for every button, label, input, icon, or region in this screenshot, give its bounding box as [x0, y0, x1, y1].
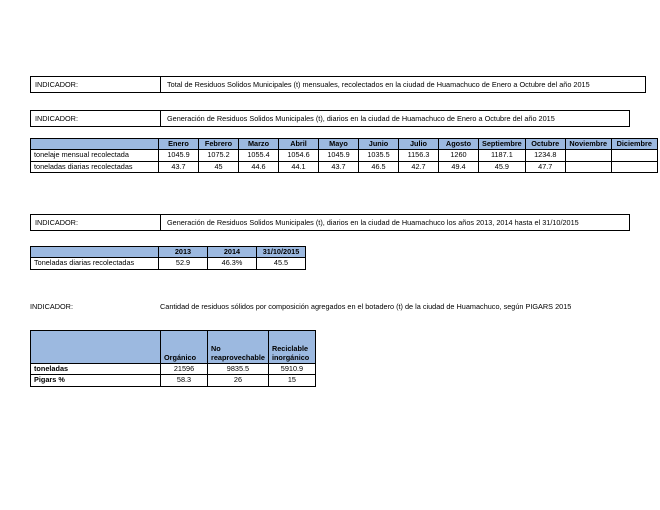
- monthly-waste-table: [30, 138, 658, 173]
- cell-value: [611, 161, 657, 172]
- cell-value: 46.3%: [208, 258, 257, 269]
- column-header: Diciembre: [611, 139, 657, 150]
- column-header: Octubre: [525, 139, 565, 150]
- cell-value: 52.9: [159, 258, 208, 269]
- column-header: Septiembre: [479, 139, 526, 150]
- indicator-banner-monthly-total: [30, 76, 646, 93]
- cell-value: [611, 150, 657, 161]
- cell-value: 43.7: [159, 161, 199, 172]
- cell-value: 45.9: [479, 161, 526, 172]
- indicator-text: Generación de Residuos Solidos Municipales (t), diarios en la ciudad de Huamachuco los años 2013, 2014 hasta el 31/10/2015: [167, 218, 579, 227]
- cell-value: 44.6: [239, 161, 279, 172]
- cell-value: 1045.9: [319, 150, 359, 161]
- column-header: Abril: [279, 139, 319, 150]
- row-label: toneladas: [31, 364, 161, 375]
- cell-value: 15: [268, 375, 315, 386]
- table-row: [31, 150, 658, 161]
- row-label: tonelaje mensual recolectada: [31, 150, 159, 161]
- table-header-row: [31, 331, 316, 364]
- cell-value: 42.7: [399, 161, 439, 172]
- cell-value: 45: [199, 161, 239, 172]
- indicator-text: Generación de Residuos Solidos Municipales (t), diarios en la ciudad de Huamachuco de Enero a Octubre del año 2015: [167, 114, 555, 123]
- column-header: 31/10/2015: [257, 247, 306, 258]
- column-header: Reciclable inorgánico: [268, 331, 315, 364]
- column-header: Mayo: [319, 139, 359, 150]
- column-header: Febrero: [199, 139, 239, 150]
- cell-value: 43.7: [319, 161, 359, 172]
- column-header: Junio: [359, 139, 399, 150]
- table-header-row: [31, 247, 306, 258]
- column-header: Orgánico: [161, 331, 208, 364]
- indicator-text: Total de Residuos Solidos Municipales (t) mensuales, recolectados en la ciudad de Huamachuco de Enero a Octubre del año 2015: [167, 80, 590, 89]
- cell-value: [565, 161, 611, 172]
- indicator-banner-yearly: [30, 214, 630, 231]
- cell-value: 1156.3: [399, 150, 439, 161]
- table-row: [31, 258, 306, 269]
- cell-value: [565, 150, 611, 161]
- table-row: [31, 161, 658, 172]
- cell-value: 26: [208, 375, 269, 386]
- cell-value: 5910.9: [268, 364, 315, 375]
- indicator-label: INDICADOR:: [30, 301, 73, 311]
- column-header: 2013: [159, 247, 208, 258]
- corner-cell: [31, 331, 161, 364]
- cell-value: 21596: [161, 364, 208, 375]
- yearly-waste-table: [30, 246, 306, 270]
- row-label: toneladas diarias recolectadas: [31, 161, 159, 172]
- cell-value: 49.4: [439, 161, 479, 172]
- table-row: [31, 364, 316, 375]
- indicator-label: INDICADOR:: [31, 77, 161, 92]
- indicator-label: INDICADOR:: [31, 215, 161, 230]
- cell-value: 1187.1: [479, 150, 526, 161]
- cell-value: 44.1: [279, 161, 319, 172]
- cell-value: 1054.6: [279, 150, 319, 161]
- cell-value: 1045.9: [159, 150, 199, 161]
- column-header: Marzo: [239, 139, 279, 150]
- column-header: No reaprovechable: [208, 331, 269, 364]
- corner-cell: [31, 139, 159, 150]
- row-label: Pigars %: [31, 375, 161, 386]
- cell-value: 47.7: [525, 161, 565, 172]
- corner-cell: [31, 247, 159, 258]
- column-header: Enero: [159, 139, 199, 150]
- cell-value: 46.5: [359, 161, 399, 172]
- column-header: Agosto: [439, 139, 479, 150]
- cell-value: 1055.4: [239, 150, 279, 161]
- cell-value: 58.3: [161, 375, 208, 386]
- cell-value: 1035.5: [359, 150, 399, 161]
- cell-value: 1075.2: [199, 150, 239, 161]
- indicator-banner-daily-generation: [30, 110, 630, 127]
- column-header: Julio: [399, 139, 439, 150]
- composition-table: [30, 330, 316, 387]
- table-row: [31, 375, 316, 386]
- indicator-banner-composition: [30, 300, 571, 312]
- indicator-label: INDICADOR:: [31, 111, 161, 126]
- cell-value: 1260: [439, 150, 479, 161]
- table-header-row: [31, 139, 658, 150]
- cell-value: 45.5: [257, 258, 306, 269]
- column-header: Noviembre: [565, 139, 611, 150]
- row-label: Toneladas diarias recolectadas: [31, 258, 159, 269]
- indicator-text: Cantidad de residuos sólidos por composición agregados en el botadero (t) de la ciudad de Huamachuco, según PIGARS 2015: [160, 301, 572, 311]
- column-header: 2014: [208, 247, 257, 258]
- cell-value: 9835.5: [208, 364, 269, 375]
- cell-value: 1234.8: [525, 150, 565, 161]
